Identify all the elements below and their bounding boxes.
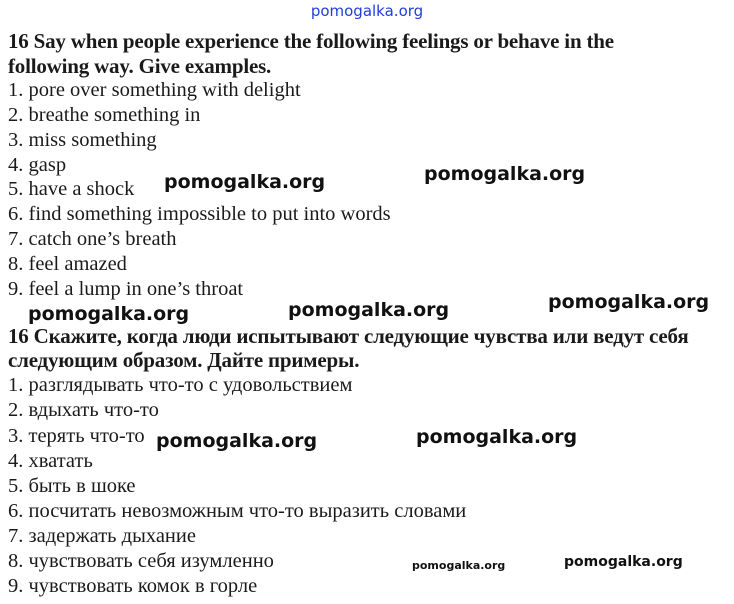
english-list-item: 2. breathe something in bbox=[8, 104, 201, 126]
russian-heading-line-1: 16 Скажите, когда люди испытывают следующие чувства или ведут себя bbox=[8, 324, 689, 348]
english-heading-line-1: 16 Say when people experience the following feelings or behave in the bbox=[8, 29, 614, 53]
watermark: pomogalka.org bbox=[164, 171, 326, 193]
russian-list-item: 9. чувствовать комок в горле bbox=[8, 575, 258, 597]
russian-list-item: 4. хватать bbox=[8, 450, 93, 472]
russian-list-item: 7. задержать дыхание bbox=[8, 525, 196, 547]
watermark: pomogalka.org bbox=[156, 430, 318, 452]
watermark: pomogalka.org bbox=[548, 291, 710, 313]
russian-list-item: 8. чувствовать себя изумленно bbox=[8, 550, 274, 572]
russian-list-item: 2. вдыхать что-то bbox=[8, 399, 159, 421]
english-list-item: 3. miss something bbox=[8, 129, 157, 151]
watermark: pomogalka.org bbox=[564, 554, 683, 570]
english-list-item: 5. have a shock bbox=[8, 178, 135, 200]
russian-list-item: 1. разглядывать что-то с удовольствием bbox=[8, 374, 353, 396]
english-heading-line-2: following way. Give examples. bbox=[8, 54, 272, 78]
watermark: pomogalka.org bbox=[28, 303, 190, 325]
english-list-item: 1. pore over something with delight bbox=[8, 79, 301, 101]
russian-list-item: 3. терять что-то bbox=[8, 425, 145, 447]
watermark: pomogalka.org bbox=[288, 299, 450, 321]
english-list-item: 9. feel a lump in one’s throat bbox=[8, 278, 244, 300]
watermark: pomogalka.org bbox=[412, 559, 506, 572]
english-list-item: 4. gasp bbox=[8, 154, 67, 176]
english-list-item: 6. find something impossible to put into words bbox=[8, 203, 391, 225]
site-header-link[interactable]: pomogalka.org bbox=[310, 2, 424, 20]
watermark: pomogalka.org bbox=[424, 163, 586, 185]
english-list-item: 8. feel amazed bbox=[8, 253, 127, 275]
russian-heading-line-2: следующим образом. Дайте примеры. bbox=[8, 348, 360, 372]
russian-list-item: 5. быть в шоке bbox=[8, 475, 136, 497]
russian-list-item: 6. посчитать невозможным что-то выразить словами bbox=[8, 500, 467, 522]
watermark: pomogalka.org bbox=[416, 426, 578, 448]
english-list-item: 7. catch one’s breath bbox=[8, 228, 177, 250]
